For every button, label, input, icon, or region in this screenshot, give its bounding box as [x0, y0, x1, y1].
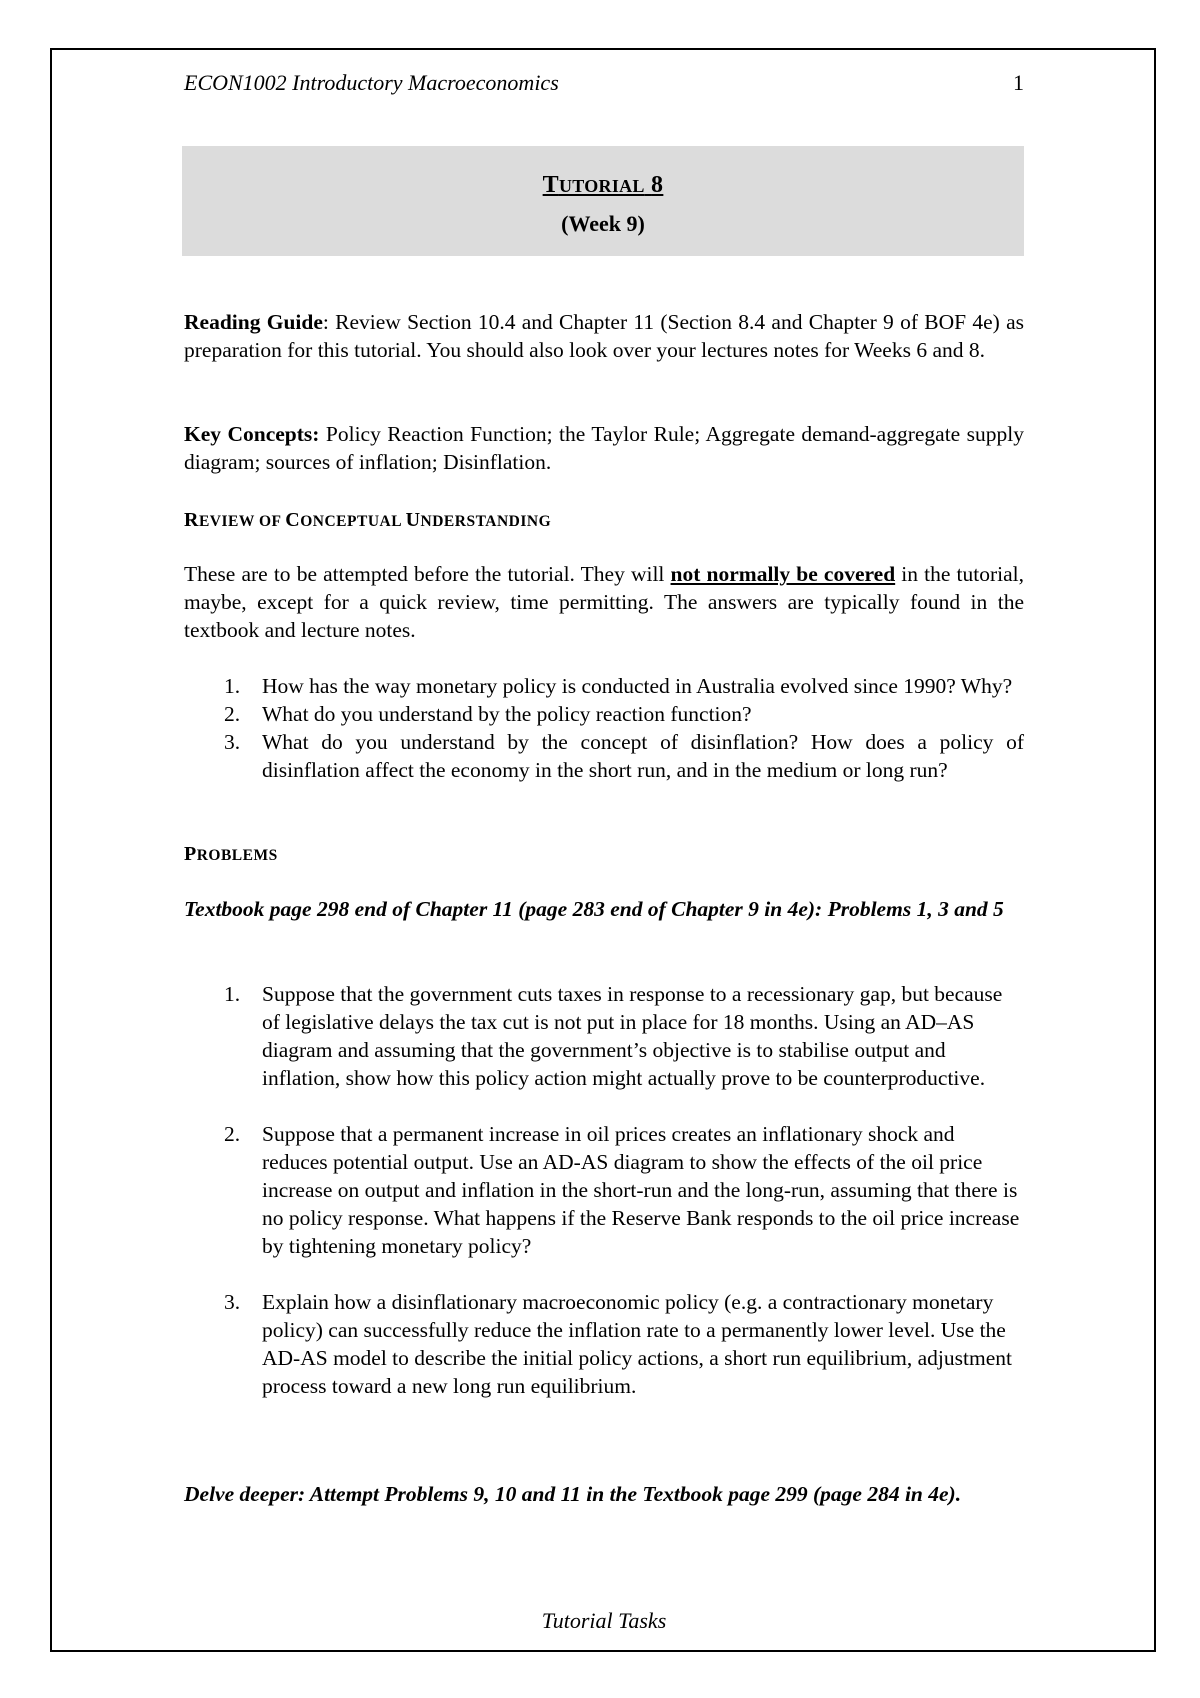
- reading-guide: [184, 308, 1024, 364]
- key-concepts-label: Key Concepts:: [184, 422, 320, 446]
- course-title: ECON1002 Introductory Macroeconomics: [184, 70, 559, 95]
- problems-subheading: Textbook page 298 end of Chapter 11 (page 283 end of Chapter 9 in 4e): Problems 1, 3 and 5: [184, 897, 1004, 921]
- running-footer: Tutorial Tasks: [541, 1608, 667, 1633]
- problems-heading: PROBLEMS: [184, 843, 278, 865]
- list-item: 1. How has the way monetary policy is conducted in Australia evolved since 1990? Why?: [224, 674, 1013, 698]
- page-number: 1: [1013, 70, 1024, 95]
- review-questions: [184, 672, 1024, 784]
- list-item: 2. Suppose that a permanent increase in oil prices creates an inflationary shock and reduces potential output. Use an AD-AS diagram to show the effects of the oil price increase on output and inflation in the short-run and the long-run, assuming that there is no policy response. What happens if the Reserve Bank responds to the oil price increase by tightening monetary policy?: [224, 1122, 1020, 1258]
- reading-guide-label: Reading Guide: [184, 310, 323, 334]
- running-header: [184, 70, 1024, 96]
- problems-list: [184, 980, 1024, 1400]
- reading-guide-text: : Review Section 10.4 and Chapter 11 (Section 8.4 and Chapter 9 of BOF 4e) as preparation for this tutorial. You should also look over your lectures notes for Weeks 6 and 8.: [184, 310, 1024, 362]
- tutorial-title: TUTORIAL 8: [542, 172, 664, 198]
- key-concepts-text: Policy Reaction Function; the Taylor Rule; Aggregate demand-aggregate supply diagram; sources of inflation; Disinflation.: [184, 422, 1024, 474]
- title-banner: [182, 146, 1024, 256]
- emphasis-not-covered: not normally be covered: [670, 562, 896, 586]
- review-intro: These are to be attempted before the tutorial. They will not normally be covered in the tutorial, maybe, except for a quick review, time permitting. The answers are typically found in the textbook and lecture notes.: [184, 562, 1025, 642]
- review-heading: REVIEW OF CONCEPTUAL UNDERSTANDING: [184, 509, 552, 531]
- list-item: 2. What do you understand by the policy reaction function?: [224, 702, 752, 726]
- key-concepts: [184, 420, 1024, 476]
- delve-deeper: Delve deeper: Attempt Problems 9, 10 and 11 in the Textbook page 299 (page 284 in 4e).: [184, 1482, 962, 1506]
- list-item: 3. Explain how a disinflationary macroeconomic policy (e.g. a contractionary monetary policy) can successfully reduce the inflation rate to a permanently lower level. Use the AD-AS model to describe the initial policy actions, a short run equilibrium, adjustment process toward a new long run equilibrium.: [224, 1290, 1012, 1398]
- list-item: 1. Suppose that the government cuts taxes in response to a recessionary gap, but because of legislative delays the tax cut is not put in place for 18 months. Using an AD–AS diagram and assuming that the government’s objective is to stabilise output and inflation, show how this policy action might actually prove to be counterproductive.: [224, 982, 1003, 1090]
- list-item: 3. What do you understand by the concept of disinflation? How does a policy of disinflation affect the economy in the short run, and in the medium or long run?: [224, 730, 1024, 782]
- tutorial-week: (Week 9): [561, 211, 645, 236]
